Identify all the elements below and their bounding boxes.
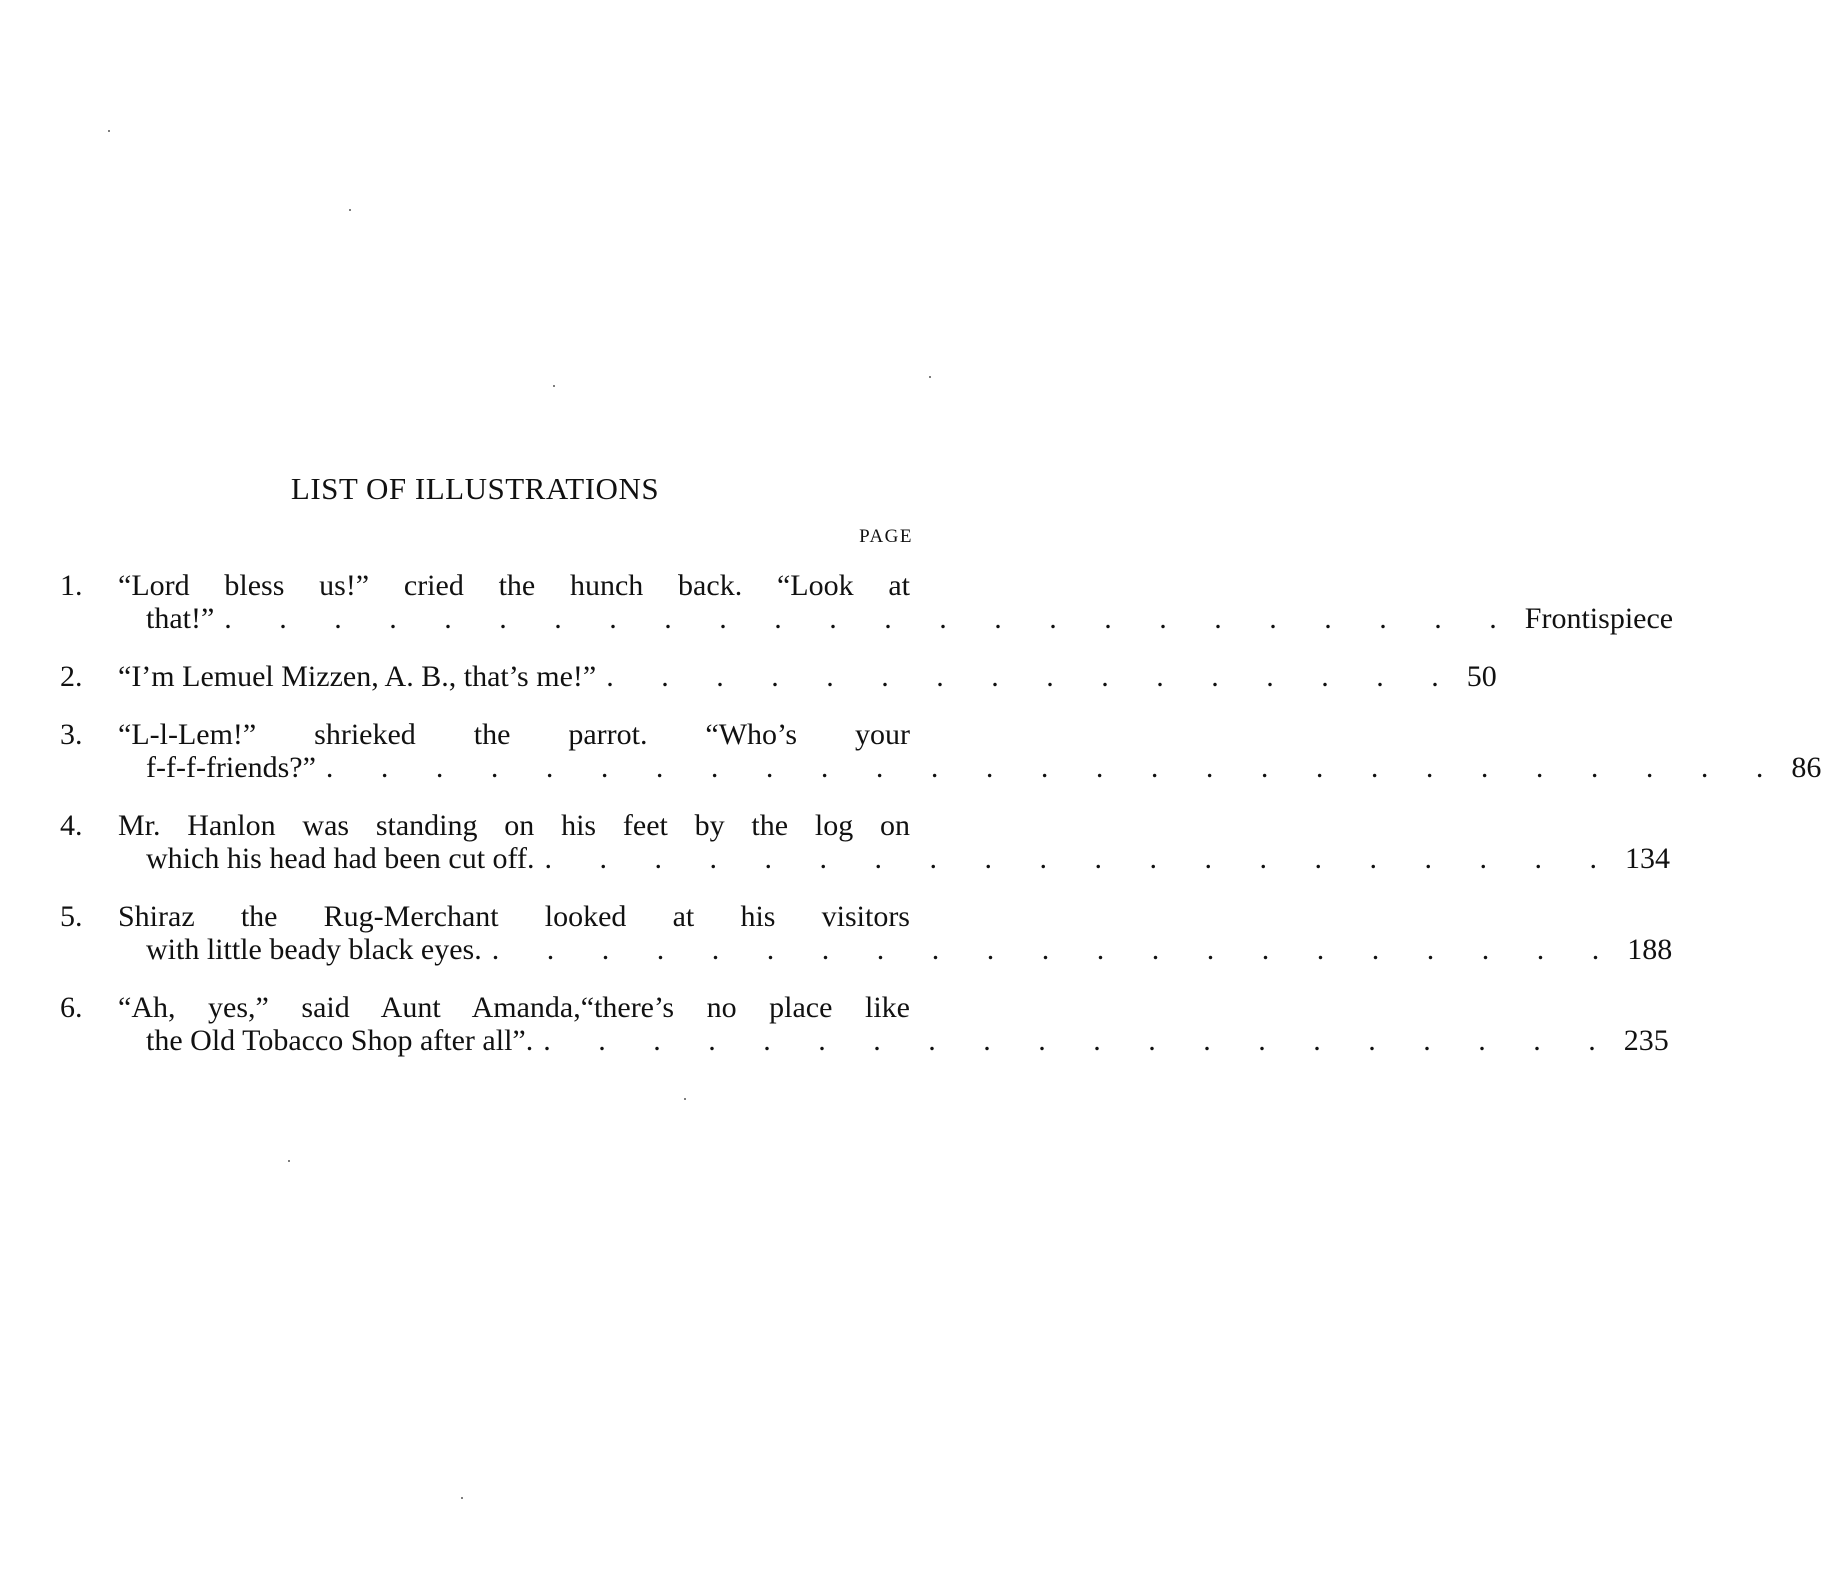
paper-speck [288, 1160, 290, 1162]
entry-page: 188 [1627, 933, 1673, 966]
entry-page: 235 [1623, 1024, 1669, 1057]
page-title: LIST OF ILLUSTRATIONS [290, 471, 660, 506]
entry-caption: Mr. Hanlon was standing on his feet by the log on [118, 809, 910, 842]
entry-caption: “Lord bless us!” cried the hunch back. “Look at [118, 569, 910, 602]
entry-number: 5. [60, 900, 83, 933]
list-item [60, 900, 1673, 966]
dot-leader: . . . . . . . . . . . . . . . . . . . . . . . . [224, 602, 1517, 635]
entry-caption: “L-l-Lem!” shrieked the parrot. “Who’s your [118, 718, 910, 751]
illustrations-list [60, 569, 1821, 1082]
paper-speck [929, 376, 931, 378]
entry-number: 4. [60, 809, 83, 842]
entry-caption: Shiraz the Rug-Merchant looked at his visitors [118, 900, 910, 933]
paper-speck [349, 209, 351, 211]
dot-leader: . . . . . . . . . . . . . . . . [606, 660, 1459, 693]
paper-speck [684, 1098, 686, 1100]
entry-number: 1. [60, 569, 83, 602]
entry-page: Frontispiece [1524, 602, 1674, 635]
dot-leader: . . . . . . . . . . . . . . . . . . . . . . . . . . . [325, 751, 1784, 784]
entry-caption-continued: which his head had been cut off. [146, 842, 535, 875]
list-item [60, 991, 1669, 1057]
list-item [60, 718, 1821, 784]
paper-speck [461, 1497, 463, 1499]
entry-number: 6. [60, 991, 83, 1024]
entry-caption: “I’m Lemuel Mizzen, A. B., that’s me!” [118, 660, 597, 693]
dot-leader: . . . . . . . . . . . . . . . . . . . . [543, 1024, 1616, 1057]
entry-caption-continued: f-f-f-friends?” [146, 751, 316, 784]
entry-caption: “Ah, yes,” said Aunt Amanda,“there’s no place like [118, 991, 910, 1024]
entry-number: 3. [60, 718, 83, 751]
paper-speck [108, 130, 110, 132]
entry-page: 86 [1791, 751, 1821, 784]
page-column-label: PAGE [859, 526, 913, 547]
entry-caption-continued: with little beady black eyes. [146, 933, 482, 966]
entry-number: 2. [60, 660, 83, 693]
entry-caption-continued: the Old Tobacco Shop after all”. [146, 1024, 534, 1057]
dot-leader: . . . . . . . . . . . . . . . . . . . . [544, 842, 1617, 875]
list-item [60, 809, 1670, 875]
list-item [60, 660, 1497, 693]
entry-page: 50 [1466, 660, 1497, 693]
paper-speck [553, 385, 555, 387]
list-item [60, 569, 1674, 635]
entry-caption-continued: that!” [146, 602, 215, 635]
dot-leader: . . . . . . . . . . . . . . . . . . . . . [491, 933, 1620, 966]
entry-page: 134 [1625, 842, 1670, 875]
